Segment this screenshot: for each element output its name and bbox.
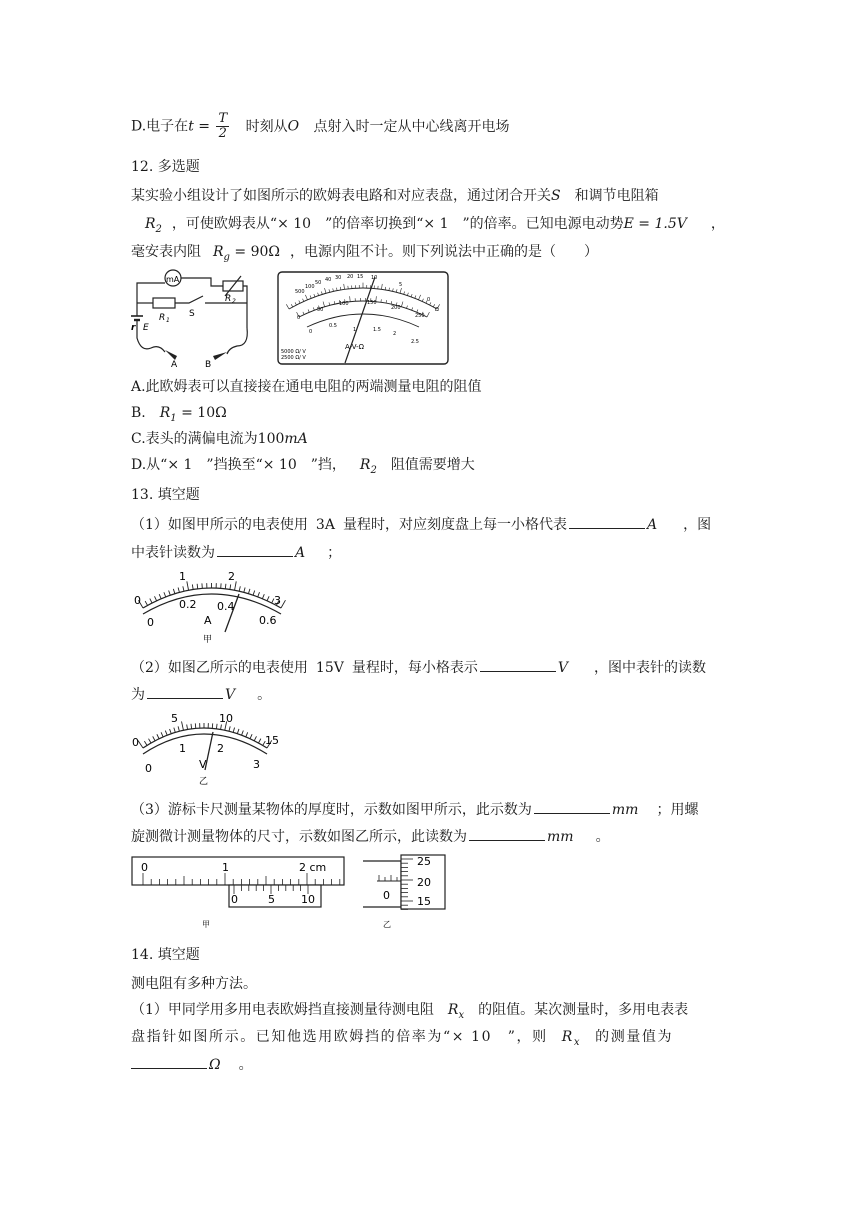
q12-stem-line3: 毫安表内阻 $R_g = 90\Omega$ ，电源内阻不计。则下列说法中正确的是（ ） bbox=[131, 244, 599, 263]
svg-text:100: 100 bbox=[339, 301, 349, 307]
svg-text:1: 1 bbox=[353, 327, 357, 333]
svg-text:200: 200 bbox=[391, 305, 401, 311]
multimeter-dial bbox=[277, 271, 449, 365]
answer-blank[interactable] bbox=[131, 1054, 207, 1069]
ammeter-dial bbox=[131, 566, 291, 650]
svg-text:A-V-Ω: A-V-Ω bbox=[345, 343, 365, 351]
fraction-t-over-2: $\frac{T}{2}$ bbox=[218, 111, 228, 141]
svg-text:0: 0 bbox=[309, 329, 313, 335]
svg-text:R: R bbox=[159, 313, 166, 323]
svg-text:乙: 乙 bbox=[383, 920, 391, 929]
svg-text:乙: 乙 bbox=[199, 777, 209, 787]
svg-text:E: E bbox=[143, 323, 149, 333]
svg-text:S: S bbox=[189, 309, 195, 319]
svg-text:20: 20 bbox=[347, 274, 354, 280]
svg-text:甲: 甲 bbox=[203, 635, 213, 645]
svg-text:B: B bbox=[205, 360, 212, 368]
svg-text:0.5: 0.5 bbox=[329, 323, 337, 329]
q14-intro: 测电阻有多种方法。 bbox=[131, 976, 257, 992]
svg-text:5000 Ω/ V: 5000 Ω/ V bbox=[281, 349, 306, 355]
svg-text:100: 100 bbox=[305, 284, 315, 290]
svg-text:Ω: Ω bbox=[435, 307, 439, 313]
svg-text:25: 25 bbox=[417, 855, 431, 868]
svg-text:10: 10 bbox=[371, 275, 378, 281]
q14-part1-line1: （1）甲同学用多用电表欧姆挡直接测量待测电阻 $R_x$ 的阻值。某次测量时，多用电表表 bbox=[131, 1002, 689, 1021]
answer-blank[interactable] bbox=[480, 657, 556, 672]
vernier-caliper bbox=[131, 853, 346, 933]
q13-part2-line2: 为 V 。 bbox=[131, 684, 271, 705]
svg-text:1: 1 bbox=[166, 317, 170, 324]
svg-text:0.6: 0.6 bbox=[259, 614, 277, 627]
q13-part1-line2: 中表针读数为 A ； bbox=[131, 542, 341, 563]
voltmeter-dial bbox=[131, 708, 281, 790]
q12-header: 12. 多选题 bbox=[131, 159, 200, 175]
answer-blank[interactable] bbox=[469, 826, 545, 841]
svg-text:1: 1 bbox=[179, 742, 186, 755]
svg-text:500: 500 bbox=[295, 289, 305, 295]
svg-text:0: 0 bbox=[297, 315, 301, 321]
svg-text:0: 0 bbox=[141, 861, 148, 874]
svg-text:50: 50 bbox=[317, 307, 324, 313]
svg-text:0: 0 bbox=[427, 297, 431, 303]
svg-text:0: 0 bbox=[145, 762, 152, 775]
svg-text:0.2: 0.2 bbox=[179, 598, 197, 611]
ohmmeter-circuit-diagram bbox=[131, 268, 251, 368]
svg-text:2: 2 bbox=[228, 570, 235, 583]
svg-text:r: r bbox=[131, 323, 136, 333]
answer-blank[interactable] bbox=[534, 799, 610, 814]
svg-text:15: 15 bbox=[357, 274, 364, 280]
svg-text:R: R bbox=[225, 294, 232, 304]
svg-text:0: 0 bbox=[134, 594, 141, 607]
svg-text:2 cm: 2 cm bbox=[299, 861, 327, 874]
svg-text:50: 50 bbox=[315, 280, 322, 286]
q13-part3-line2: 旋测微计测量物体的尺寸，示数如图乙所示，此读数为 mm 。 bbox=[131, 826, 610, 847]
svg-text:2: 2 bbox=[393, 331, 397, 337]
svg-text:2: 2 bbox=[232, 298, 236, 305]
svg-text:5: 5 bbox=[399, 282, 403, 288]
q13-header: 13. 填空题 bbox=[131, 487, 200, 503]
svg-text:2.5: 2.5 bbox=[411, 339, 419, 345]
svg-text:1: 1 bbox=[179, 570, 186, 583]
svg-text:0: 0 bbox=[383, 889, 390, 902]
svg-text:250: 250 bbox=[415, 313, 425, 319]
svg-text:3: 3 bbox=[274, 594, 281, 607]
q11-option-d[interactable]: D.电子在t = $\frac{T}{2}$ 时刻从O 点射入时一定从中心线离开电场 bbox=[131, 111, 510, 141]
q12-stem-line2: $R_2$ ，可使欧姆表从“× 10 ”的倍率切换到“× 1 ”的倍率。已知电源电动势E = 1.5V ， bbox=[145, 216, 725, 235]
answer-blank[interactable] bbox=[217, 542, 293, 557]
svg-text:10: 10 bbox=[301, 893, 315, 906]
svg-text:40: 40 bbox=[325, 277, 332, 283]
q12-option-b[interactable]: B. $R_1 = 10\Omega$ bbox=[131, 405, 227, 424]
svg-text:1.5: 1.5 bbox=[373, 327, 381, 333]
q14-header: 14. 填空题 bbox=[131, 947, 200, 963]
svg-text:甲: 甲 bbox=[202, 920, 210, 929]
q12-option-c[interactable]: C.表头的满偏电流为100mA bbox=[131, 431, 308, 447]
svg-text:0: 0 bbox=[231, 893, 238, 906]
q12-option-a[interactable]: A.此欧姆表可以直接接在通电电阻的两端测量电阻的阻值 bbox=[131, 379, 482, 395]
svg-text:150: 150 bbox=[367, 300, 377, 306]
svg-text:15: 15 bbox=[265, 734, 279, 747]
q12-option-d[interactable]: D.从“× 1 ”挡换至“× 10 ”挡， $R_2$ 阻值需要增大 bbox=[131, 457, 475, 476]
svg-text:10: 10 bbox=[219, 712, 233, 725]
svg-text:mA: mA bbox=[166, 275, 180, 284]
q14-part1-line3: Ω 。 bbox=[131, 1054, 253, 1075]
micrometer bbox=[361, 853, 451, 933]
answer-blank[interactable] bbox=[147, 684, 223, 699]
svg-text:A: A bbox=[204, 614, 212, 627]
svg-text:15: 15 bbox=[417, 895, 431, 908]
q13-part2-line1: （2）如图乙所示的电表使用 15V 量程时，每小格表示 V ，图中表针的读数 bbox=[131, 657, 706, 678]
q13-part3-line1: （3）游标卡尺测量某物体的厚度时，示数如图甲所示，此示数为 mm ；用螺 bbox=[131, 799, 698, 820]
svg-text:1: 1 bbox=[222, 861, 229, 874]
svg-text:0: 0 bbox=[147, 616, 154, 629]
q12-stem-line1: 某实验小组设计了如图所示的欧姆表电路和对应表盘，通过闭合开关S 和调节电阻箱 bbox=[131, 188, 659, 204]
q13-part1-line1: （1）如图甲所示的电表使用 3A 量程时，对应刻度盘上每一小格代表 A ，图 bbox=[131, 514, 711, 535]
svg-text:5: 5 bbox=[171, 712, 178, 725]
svg-text:20: 20 bbox=[417, 876, 431, 889]
svg-text:2: 2 bbox=[217, 742, 224, 755]
svg-text:30: 30 bbox=[335, 275, 342, 281]
svg-text:5: 5 bbox=[268, 893, 275, 906]
svg-text:2500 Ω/ V: 2500 Ω/ V bbox=[281, 355, 306, 361]
svg-text:3: 3 bbox=[253, 758, 260, 771]
svg-text:V: V bbox=[199, 758, 207, 771]
q14-part1-line2: 盘指针如图所示。已知他选用欧姆挡的倍率为“× 10 ”，则 $R_x$ 的测量值为 bbox=[131, 1029, 674, 1048]
answer-blank[interactable] bbox=[569, 514, 645, 529]
svg-text:A: A bbox=[171, 360, 178, 368]
svg-text:0: 0 bbox=[132, 736, 139, 749]
svg-text:0.4: 0.4 bbox=[217, 600, 235, 613]
